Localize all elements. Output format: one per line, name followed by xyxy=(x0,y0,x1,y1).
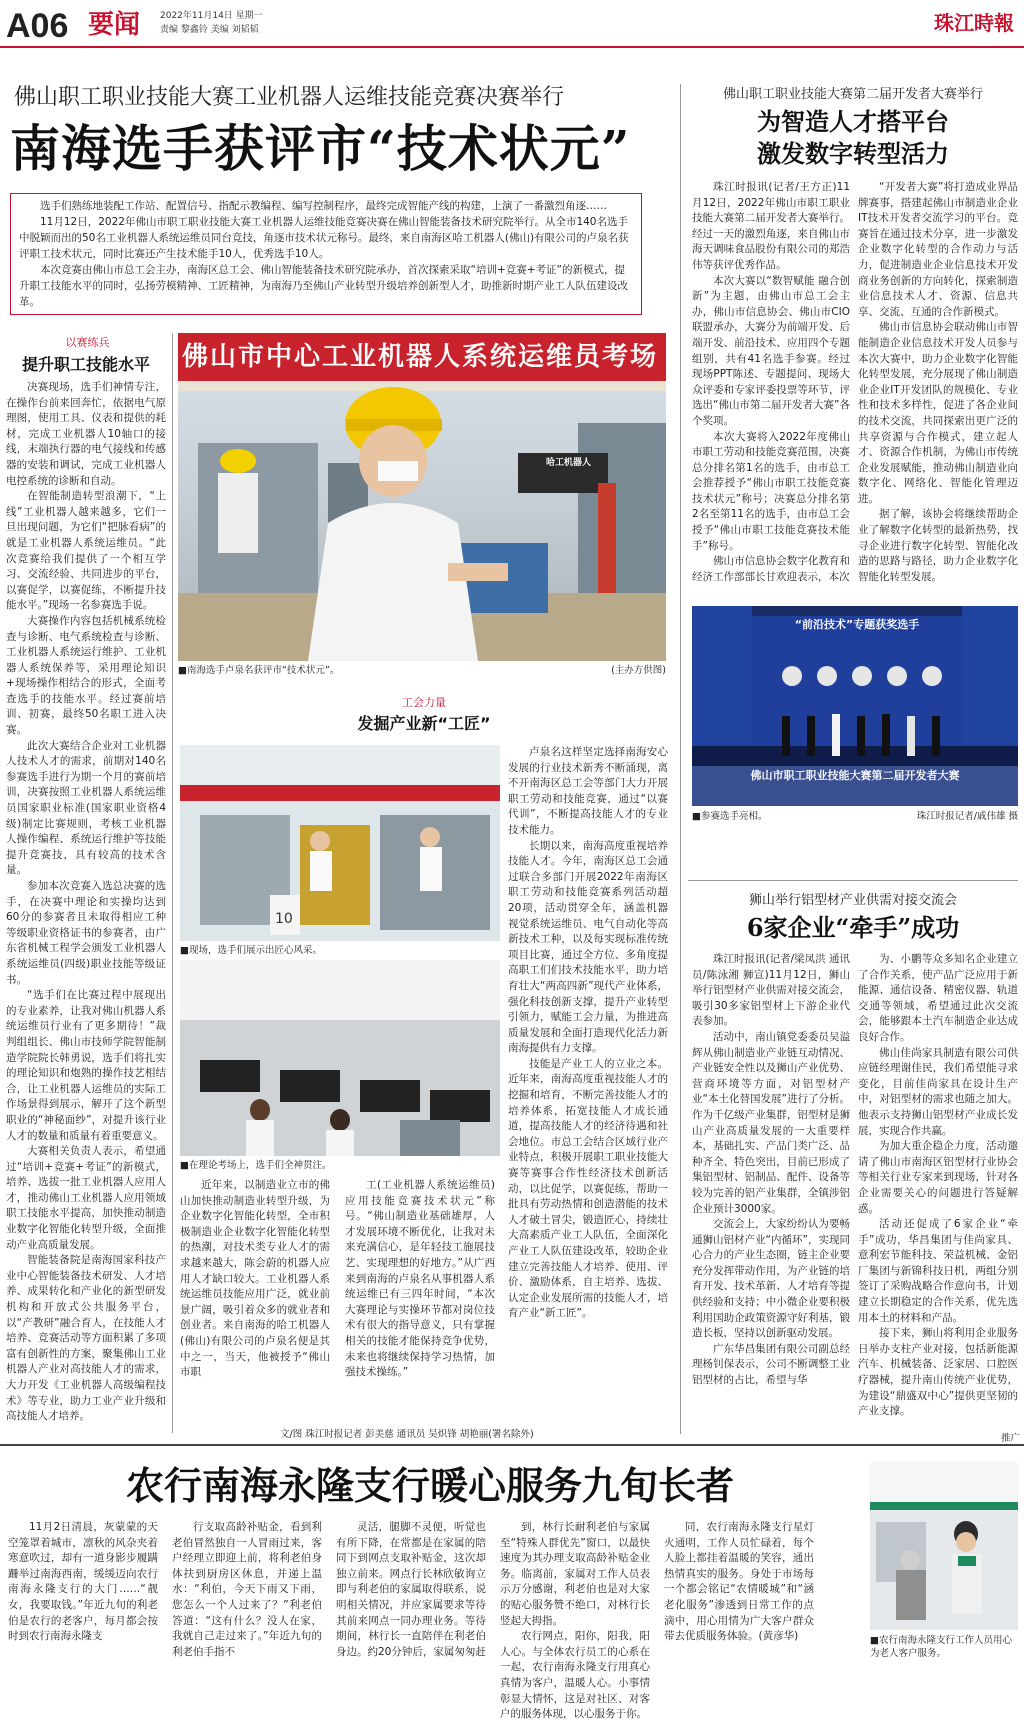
ad-tag: 推广 xyxy=(1000,1433,1020,1444)
right2-kicker: 狮山举行铝型材产业供需对接交流会 xyxy=(748,893,957,908)
svg-text:10: 10 xyxy=(275,911,293,927)
ad-column-3 xyxy=(336,1520,486,1678)
editors-line: 责编 黎鑫铃 美编 刘韬韬 xyxy=(160,25,259,35)
body-paragraph: 佛山佳尚家具制造有限公司供应链经理谢佳民，我们希望能寻求变化，目前佳尚家具在设计生产中，对铝型材的需求也随之加大。他表示支持狮山铝型材产业成长发展，实现合作共赢。 xyxy=(858,1046,1018,1137)
lead-paragraph: 本次竞赛由佛山市总工会主办，南海区总工会、佛山智能装备技术研究院承办，首次探索采取“培训+竞赛+考证”的新模式，提升职工技能水平的同时，弘扬劳模精神、工匠精神，为南海乃至佛山产业转型升级培养创新型人才，助推新时期产业工人队伍建设改革。 xyxy=(19,264,628,308)
main-kicker: 佛山职工职业技能大赛工业机器人运维技能竞赛决赛举行 xyxy=(14,85,565,110)
header-rule xyxy=(0,46,1024,48)
right2-headline: 6家企业“牵手”成功 xyxy=(746,913,960,942)
ad-column-2 xyxy=(172,1520,322,1678)
right1-headline-1: 为智造人才搭平台 xyxy=(757,107,949,136)
ad-column-4 xyxy=(500,1520,650,1721)
column-divider xyxy=(680,84,681,1434)
body-paragraph: 交流会上，大家纷纷认为要畅通狮山铝材产业“内循环”，实现同心合力的产业生态圈，链主企业要充分发挥带动作用，为产业链的培育开发、技术革新、人才培育等提供经验和支持；中小微企业要积极利用国助企政策资源守好利基，锻造长板，坚持以创新驱动发展。 xyxy=(692,1218,850,1340)
right1-headline-2: 激发数字转型活力 xyxy=(757,139,949,168)
body-paragraph: 工(工业机器人系统运维员)应用技能竞赛技术状元”称号。“佛山制造业基础雄厚，人才发展环境不断优化，让我对未来充满信心，是年轻技工施展技艺、实现理想的好地方。”从广西来到南海的卢泉名从事机器人系统运维已有三四年时间，“本次大赛理论与实操环节都对岗位技术有很大的指导意义，只有掌握相关的技能才能保持竞争优势，未来也将继续保持学习热情，加强技术操练。” xyxy=(345,1179,495,1379)
body-paragraph: 技能是产业工人的立业之本。近年来，南海高度重视技能人才的挖掘和培育，不断完善技能人才的培养体系，拓宽技能人才成长通道，提高技能人才的经济待遇和社会地位。市总工会结合区域行业产业特点，积极开展职工职业技能大赛等赛事合作性经济技术创新活动，以比促学，以赛促练，帮助一批具有劳动热情和创造潜能的技术人才破土冒尖，锻造匠心，持续壮大高素质产业工人队伍，全面深化产业工人队伍建设改革，较助企业建立完善技能人才培养、使用、评价、激励体系，自主培养、选拔、认定企业发展所需的技能人才，培育产业“新工匠”。 xyxy=(508,1057,668,1320)
bottom-column-2 xyxy=(345,1178,495,1423)
photo-bank-service xyxy=(870,1462,1018,1630)
photo-award-stage xyxy=(692,606,1018,806)
photo-stage-caption: ■参赛选手亮相。 xyxy=(692,811,768,822)
photo-winner-credit: (主办方供图) xyxy=(611,665,666,676)
body-paragraph: “选手们在比赛过程中展现出的专业素养，让我对佛山机器人系统运维员行业有了更多期待！”裁判组组长、佛山市技师学院智能制造学院院长韩勇说，选手们将扎实的理论知识和炮熟的操作技艺相结合，让工业机器人运维员的实际工作场景得到展示，解开了这个新型职业的“神秘面纱”，对提升该行业人才的数量和质量有着重要意义。 xyxy=(6,989,166,1142)
body-paragraph: 活动还促成了6家企业“牵手”成功，华昌集团与佳尚家具、意利宏节能科技、荣益机械、金铝厂集团与新锦科技日机，两组分别签订了采购战略合作意向书，计划建立长期稳定的合作关系，优先选用本土的材料和产品。 xyxy=(858,1218,1018,1324)
section1-kicker: 以赛练兵 xyxy=(65,336,110,349)
body-paragraph: 到，林行长耐利老伯与家属至“特殊人群优先”窗口，以最快速度为其办理支取高龄补贴金业务。临离前，家属对工作人员表示万分感谢，利老伯也是对大家的贴心服务赞不绝口，对林行长竖起大拇指。 xyxy=(500,1521,650,1627)
photo-theory-illustration xyxy=(180,960,500,1156)
body-paragraph: 本次大赛以“数智赋能 融合创新”为主题，由佛山市总工会主办，佛山市信息协会、佛山市CIO联盟承办，大赛分为前端开发、后端开发、前沿技术、应用四个专题组别，共有41名选手参赛。经过现场PPT陈述、专题提问、现场大众评委和专家评委投票等环节，评选出“佛山市第二届开发者大赛”各个奖项。 xyxy=(692,274,850,427)
bottom-column-1 xyxy=(180,1178,330,1423)
photo-winner-caption: ■南海选手卢泉名获评市“技术状元”。 xyxy=(178,665,340,676)
body-paragraph: 在智能制造转型浪潮下，“上线”工业机器人越来越多，它们一旦出现问题，为它们“把脉看病”的就是工业机器人系统运维员。“此次竞赛给我们提供了一个相互学习、交流经验、共同进步的平台，以赛促学，以赛促练，不断提升技能水平。”现场一名参赛选手说。 xyxy=(6,490,166,612)
right2-column-b xyxy=(858,952,1018,1422)
right1-column-b xyxy=(858,180,1018,592)
article-divider xyxy=(688,880,1018,881)
ad-headline: 农行南海永隆支行暖心服务九旬长者 xyxy=(125,1463,734,1508)
body-paragraph: 广东华昌集团有限公司副总经理杨钊保表示，公司不断调整工业铝型材的占比，希望与华 xyxy=(692,1342,850,1387)
photo-workshop xyxy=(180,745,500,941)
section2-kicker: 工会力量 xyxy=(402,696,446,709)
photo-exam-sign: 佛山市中心工业机器人系统运维员考场 xyxy=(182,342,659,372)
body-paragraph: 决赛现场，选手们神情专注，在操作台前来回奔忙，依据电气原理图，使用工具、仪表和提供的耗材，完成工业机器人10轴口的接线，末端执行器的电气接线和传感器的安装和调试，完成工业机器人电控系统的诊断和自动。 xyxy=(6,381,166,487)
newspaper-logo: 珠江時報 xyxy=(934,11,1014,35)
photo-theory-caption: ■在理论考场上，选手们全神贯注。 xyxy=(180,1160,332,1171)
body-paragraph: 同，农行南海永隆支行星灯火通明，工作人员忙碌着，每个人脸上都挂着温暖的笑容，通出热情真实的服务。身处于市场每一个都会铭记“农情暖城”和“涵老化服务”渗透到日常工作的点滴中，用心用情为广大客户群众带去优质服务体验。(黄彦华) xyxy=(664,1521,814,1643)
photo-workshop-illustration xyxy=(180,745,500,941)
body-paragraph: 参加本次竞赛入选总决赛的选手，在决赛中理论和实操均达到60分的参赛者且未取得相应工种等级职业资格证书的参赛者，由广东省机械工程学会颁发工业机器人系统运维员(四级)职业技能等级证书。 xyxy=(6,880,166,986)
lead-paragraph: 选手们熟练地装配工作站、配置信号、指配示教编程、编写控制程序，最终完成智能产线的构建，上演了一番激烈角逐…… xyxy=(40,200,607,212)
page-number: A06 xyxy=(6,7,69,45)
body-paragraph: 佛山市信息协会数字化教育和经济工作部部长甘欢迎表示，本次 xyxy=(692,555,850,583)
body-paragraph: 大赛相关负责人表示，希望通过“培训+竞赛+考证”的新模式，培养、选拔一批工业机器人应用人才，推动佛山工业机器人应用领域职工技能水平提高，加快推动制造业数字化智能化转型升级，全面推动产业高质量发展。 xyxy=(6,1145,166,1251)
body-paragraph: 活动中，南山镇党委委员吴溢辉从佛山制造业产业链互动情况、产业链安全性以及狮山产业优势、营商环境等方面，对铝型材产业“本土化替国发展”进行了分析。作为千亿级产业集群，铝型材是狮山产业高质量发展的一大重要样本，基础扎实、产品门类广泛、品种齐全、特色突出，目前已形成了集铝型材、铝制品、配件、设备等较为完善的铝产业集群，全镇涉铝企业预计3000家。 xyxy=(692,1030,850,1215)
main-headline: 南海选手获评市“技术状元” xyxy=(10,119,631,178)
body-paragraph: 11月2日清晨，灰蒙蒙的天空笼罩着城市，凛秋的风杂夹着寒意吹过，却有一道身影步履蹒跚举过南海西南，缓缓迈向农行南海永隆支行的大门……“靓女，我要取钱。”年近九旬的利老伯是农行的老客户，每月都会按时到农行南海永隆支 xyxy=(8,1521,158,1643)
date-line: 2022年11月14日 星期一 xyxy=(160,11,263,21)
body-paragraph: 卢泉名这样坚定选择南海安心发展的行业技术新秀不断涌现，离不开南海区总工会等部门大力开展职工劳动和技能竞赛，通过“以赛代训”，不断提高技能人才的专业技术能力。 xyxy=(508,746,668,836)
stage-banner: “前沿技术”专题获奖选手 xyxy=(794,618,920,631)
right1-kicker: 佛山职工职业技能大赛第二届开发者大赛举行 xyxy=(722,87,983,102)
article-byline: 文/图 珠江时报记者 彭美慈 通讯员 吴炽锋 胡艳丽(署名除外) xyxy=(280,1429,534,1440)
body-paragraph: 此次大赛结合企业对工业机器人技术人才的需求，前期对140名参赛选手进行为期一个月的赛前培训，决赛按照工业机器人系统运维员国家职业标准(国家职业资格4级)制定比赛规则，考核工业机器人操作编程、系统运行维护等技能提升竞赛技，具有较高的技术含量。 xyxy=(6,739,166,877)
photo-winner-illustration xyxy=(178,333,666,661)
photo-theory-exam xyxy=(180,960,500,1156)
body-paragraph: 接下来，狮山将利用企业服务日举办支柱产业对接，包括新能源汽车、机械装备、泛家居、口腔医疗器械，提升南山传统产业优势，为建设“鼎盛双中心”提供更坚韧的产业支撑。 xyxy=(858,1327,1018,1418)
photo-workshop-caption: ■现场，选手们展示出匠心风采。 xyxy=(180,945,322,956)
body-paragraph: “开发者大赛”将打造成业界品牌赛事，搭建起佛山市制造业企业IT技术开发者交流学习的平台。竞赛旨在通过技术分享，进一步激发企业数字化转型的合作动力与活力，促进制造业企业信息技术开发商业务创新的方向转化，探索制造业信息技术人才、资源、信息共享、交流、互通的合作新模式。 xyxy=(858,181,1018,318)
body-paragraph: 珠江时报讯(记者/梁凤洪 通讯员/陈泳湘 狮宣)11月12日，狮山举行铝型材产业供需对接交流会，吸引30多家铝型材上下游企业代表参加。 xyxy=(692,953,850,1028)
section2-heading: 发掘产业新“工匠” xyxy=(357,714,491,733)
body-paragraph: 近年来，以制造业立市的佛山加快推动制造业转型升级，为企业数字化智能化转型，全市积极制造业企业数字化智能化转型的热潮，对技术类专业人才的需求越来越大，陈会蔚的机器人应用人才缺口较大。工业机器人系统运维员技能应用广泛，就业前景广阔，吸引着众多的就业者和创业者。来自南海的哈工机器人(佛山)有限公司的卢泉名便是其中之一，当天，他被授予“佛山市职 xyxy=(180,1179,330,1379)
right1-column-a xyxy=(692,180,850,592)
body-paragraph: 智能装备院是南海国家科技产业中心智能装备技术研发、人才培养、成果转化和产业化的新型研发机构和开放式公共服务平台，以“产教研”融合育人，在技能人才培养、竞赛活动等方面积累了多项富有创新性的方案，聚集佛山工业机器人产业对高技能人才的需求，大力开发《工业机器人高级编程技术》等专业，助力工业产业升级和高技能人才培养。 xyxy=(6,1254,166,1423)
section1-body xyxy=(6,380,166,1423)
body-paragraph: 行支取高龄补贴金，看到利老伯冒然独自一人冒雨过来，客户经理立即迎上前，将利老伯身体扶到厨房区休息，并递上温水：“利伯，今天下雨又下雨，您怎么一个人过来了？”利老伯答道：“这有什么？没人在家，我就自己走过来了。”年近九旬的利老伯手指不 xyxy=(172,1521,322,1658)
photo-bank-caption: ■农行南海永隆支行工作人员用心为老人客户服务。 xyxy=(870,1635,1012,1659)
body-paragraph: 据了解，该协会将继续帮助企业了解数字化转型的最新热势，找寻企业进行数字化转型、智能化改造的思路与路径，助力企业数字化智能化转型发展。 xyxy=(858,508,1018,583)
column-divider xyxy=(172,333,173,1433)
ad-column-1 xyxy=(8,1520,158,1678)
lead-paragraph: 11月12日，2022年佛山市职工职业技能大赛工业机器人运维技能竞赛决赛在佛山智能装备技术研究院举行。从全市140名选手中脱颖而出的50名工业机器人系统运维员同台竞技，角逐市技术状元称号。最终，来自南海区哈工机器人(佛山)有限公司的卢泉名获评职工技术状元，同时比赛还产生技术能手10人，优秀选手10人。 xyxy=(19,216,629,260)
body-paragraph: 为、小鹏等众多知名企业建立了合作关系，使产品广泛应用于新能源、通信设备、精密仪器、轨道交通等领域，希望通过此次交流会，能够跟本土汽车制造企业达成良好合作。 xyxy=(858,953,1018,1043)
section2-body xyxy=(508,745,668,1320)
body-paragraph: 农行网点，阳你，阳我，阳人心。与全体农行员工的心系在一起，农行南海永隆支行用真心真情为客户，温暖人心。小事情彰显大情怀，这是对社区、对客户的服务体现，以心服务于你。 xyxy=(500,1630,650,1721)
section-name: 要闻 xyxy=(88,10,141,40)
photo-winner xyxy=(178,333,666,661)
body-paragraph: 本次大赛将入2022年度佛山市职工劳动和技能竞赛范围，决赛总分排名第1名的选手，由市总工会推荐授予“佛山市职工技能竞赛技术状元”称号；决赛总分排名第2名至第11名的选手，由市总工会授予“佛山市职工技能竞赛技术能手”称号。 xyxy=(692,430,850,552)
photo-stage-credit: 珠江时报记者/戚伟雄 摄 xyxy=(916,811,1018,822)
photo-bank-illustration xyxy=(870,1462,1018,1630)
body-paragraph: 珠江时报讯(记者/王方正)11月12日，2022年佛山市职工职业技能大赛第二届开发者大赛举行。经过一天的激烈角逐，来自佛山市海天调味食品股份有限公司的郑浩伟等获评优秀作品。 xyxy=(692,181,850,271)
right2-column-a xyxy=(692,952,850,1422)
body-paragraph: 佛山市信息协会联动佛山市智能制造企业信息技术开发人员参与本次大赛中，助力企业数字化智能化转型发展，充分展现了佛山制造业企业IT开发团队的规模化、专业性和技术多样性，促进了各企业间的技术交流，共同探索出更广泛的共享资源与合作模式，建立起人才、资源合作机制，为佛山市传统企业发展赋能，推动佛山制造业向数字化、网络化、智能化管理迈进。 xyxy=(858,321,1018,505)
ad-separator xyxy=(0,1444,1024,1446)
body-paragraph: 为加大重企稳企力度，活动邀请了佛山市南海区铝型材行业协会等相关行业专家来到现场，针对各企业需要关心的问题进行答疑解惑。 xyxy=(858,1140,1018,1215)
photo-brand-label: 哈工机器人 xyxy=(546,458,592,468)
body-paragraph: 长期以来，南海高度重视培养技能人才。今年，南海区总工会通过联合多部门开展2022年南海区职工劳动和技能竞赛系列活动超20项，活动贯穿全年，涵盖机器视觉系统运维员、电气自动化等高新技术工种，以及每实现标准传统项目比赛，通过全方位、多角度提高职工们们技术技能水平，助力培育壮大“两高四新”现代产业体系，强化科技创新支撑，提升产业转型引领力，赋能工会力量，为推进高质量发展和全面打造现代化活力新南海提供有力支撑。 xyxy=(508,839,668,1055)
lead-box xyxy=(10,193,642,315)
stage-title: 佛山市职工职业技能大赛第二届开发者大赛 xyxy=(750,769,960,782)
body-paragraph: 灵活，腿脚不灵便，听觉也有所下降，在常都是在家属的陪同下到网点支取补贴金，这次却独立前来。网点行长林欣敏询立即与利老伯的家属取得联系，说明相关情况，并应家属要求等待其前来网点一同办理业务。等待期间，林行长一直陪伴在利老伯身边。约20分钟后，家属匆匆赶 xyxy=(336,1521,486,1658)
ad-column-5 xyxy=(664,1520,814,1678)
section1-heading: 提升职工技能水平 xyxy=(21,355,150,374)
body-paragraph: 大赛操作内容包括机械系统检查与诊断、电气系统检查与诊断、工业机器人系统运行维护、工业机器人系统保养等，采用理论知识+现场操作相结合的形式，全面考查选手的技能水平。经过赛前培训、初赛，最终50名职工进入决赛。 xyxy=(6,614,166,737)
